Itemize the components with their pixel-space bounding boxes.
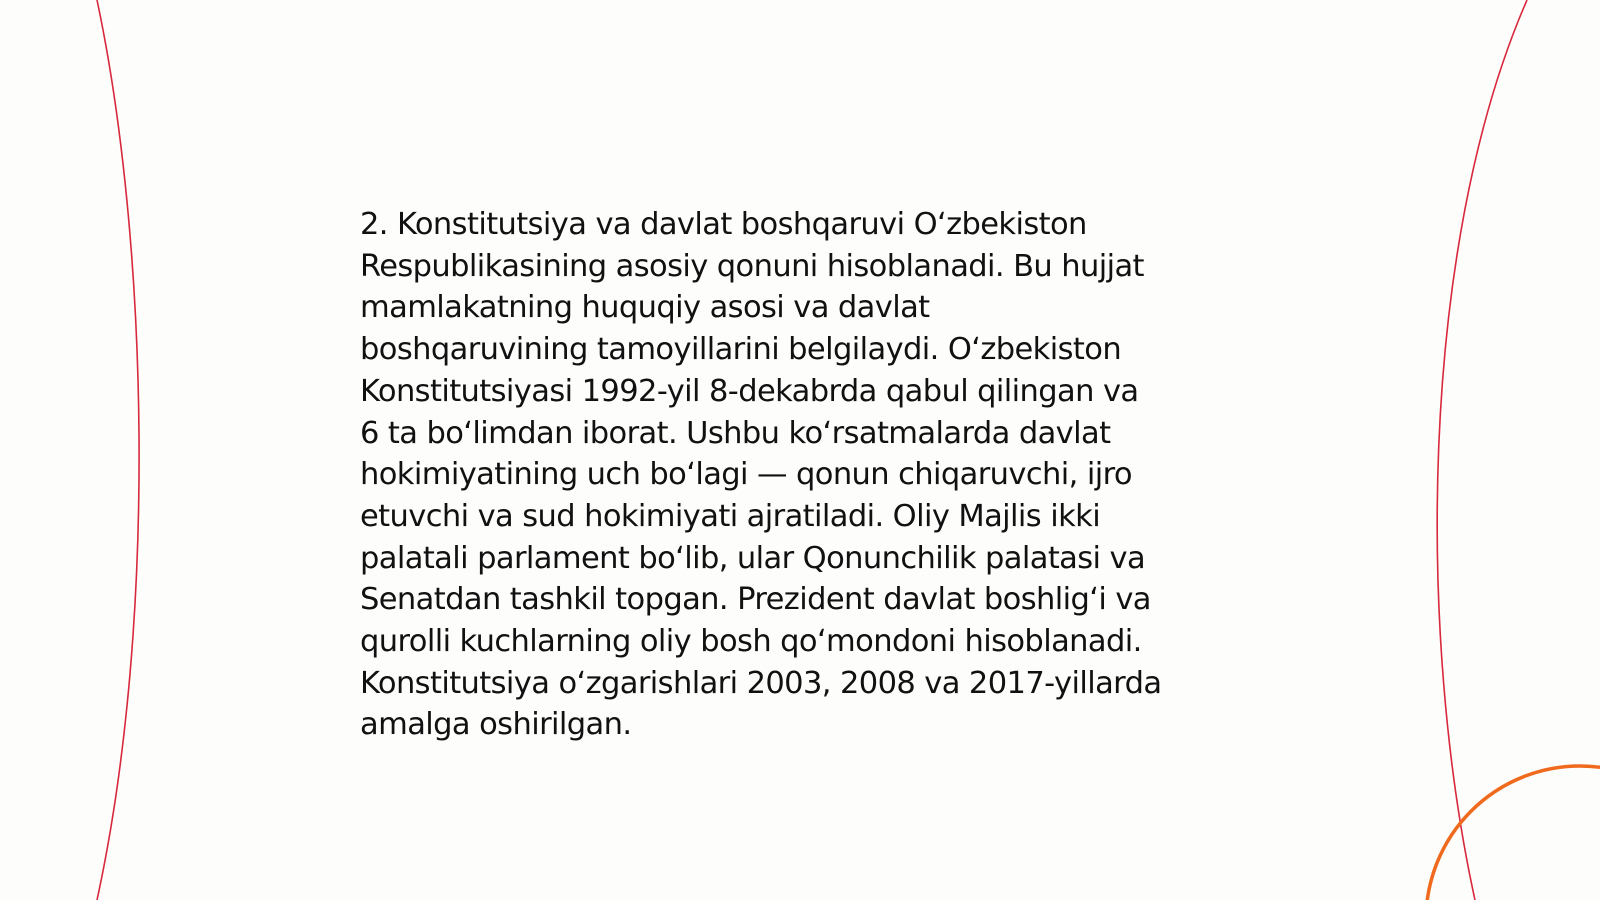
slide-body-text: 2. Konstitutsiya va davlat boshqaruvi O‘zbekiston Respublikasining asosiy qonuni hisoblanadi. Bu hujjat mamlakatning huquqiy asosi va davlat boshqaruvining tamoyillarini belgilaydi. O‘zbekiston Konstitutsiyasi 1992-yil 8-dekabrda qabul qilingan va 6 ta bo‘limdan iborat. Ushbu ko‘rsatmalarda davlat hokimiyatining uch bo‘lagi — qonun chiqaruvchi, ijro etuvchi va sud hokimiyati ajratiladi. Oliy Majlis ikki palatali parlament bo‘lib, ular Qonunchilik palatasi va Senatdan tashkil topgan. Prezident davlat boshlig‘i va qurolli kuchlarning oliy bosh qo‘mondoni hisoblanadi. Konstitutsiya o‘zgarishlari 2003, 2008 va 2017-yillarda amalga oshirilgan. bbox=[360, 207, 1162, 743]
right-curve-line bbox=[1437, 0, 1527, 900]
orange-circle-outline bbox=[1426, 766, 1600, 900]
left-curve-line bbox=[97, 0, 139, 900]
